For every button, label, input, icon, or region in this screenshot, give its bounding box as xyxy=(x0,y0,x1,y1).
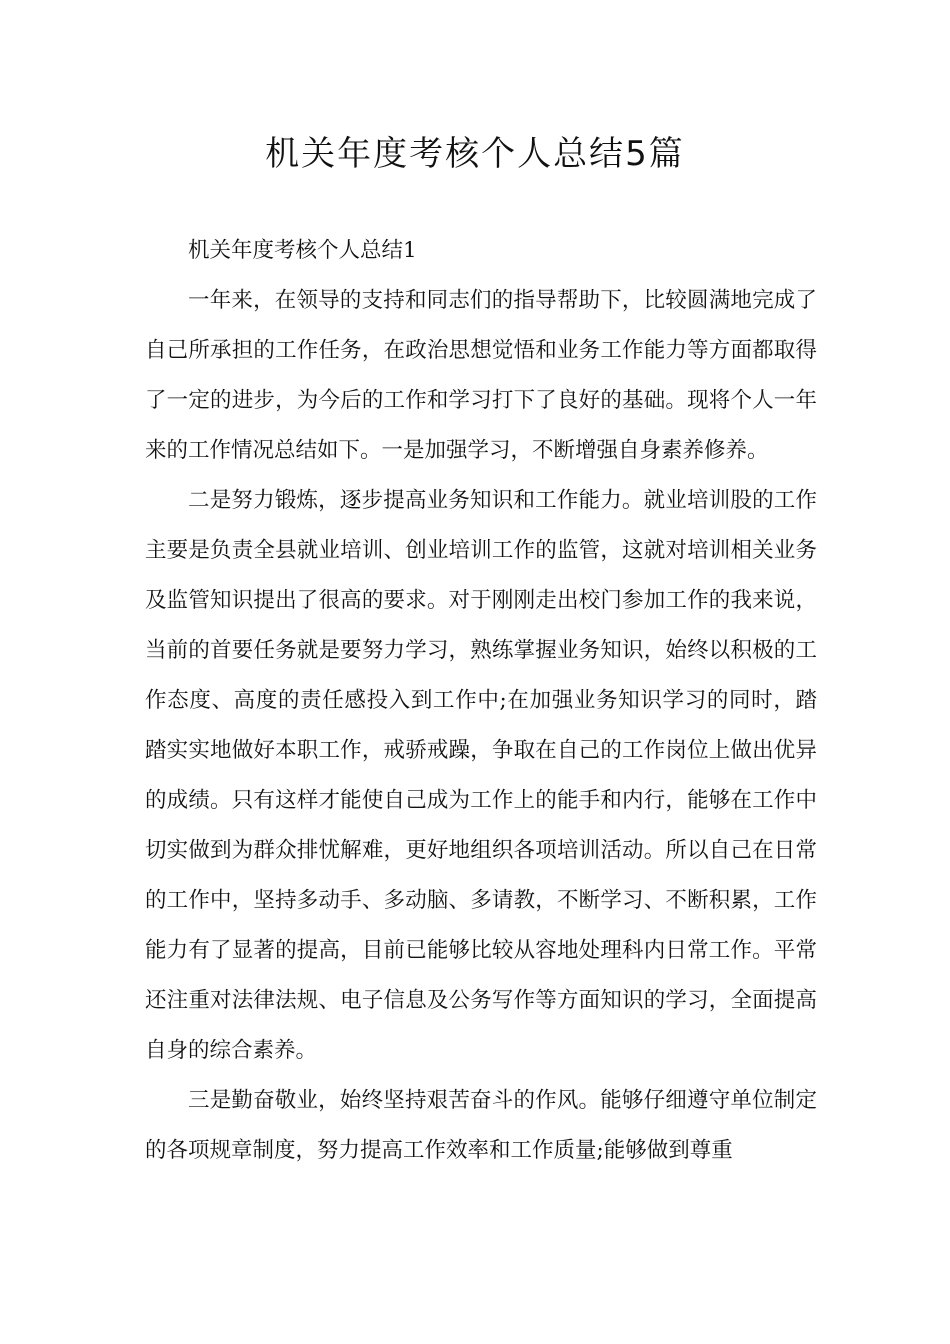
document-body xyxy=(145,226,817,1176)
paragraph-intro: 一年来，在领导的支持和同志们的指导帮助下，比较圆满地完成了自己所承担的工作任务，在政治思想觉悟和业务工作能力等方面都取得了一定的进步，为今后的工作和学习打下了良好的基础。现将个人一年来的工作情况总结如下。一是加强学习，不断增强自身素养修养。 xyxy=(145,288,817,463)
paragraph-third-point: 三是勤奋敬业，始终坚持艰苦奋斗的作风。能够仔细遵守单位制定的各项规章制度，努力提高工作效率和工作质量;能够做到尊重 xyxy=(145,1088,817,1163)
document-title: 机关年度考核个人总结5篇 xyxy=(265,134,685,174)
paragraph-second-point: 二是努力锻炼，逐步提高业务知识和工作能力。就业培训股的工作主要是负责全县就业培训、创业培训工作的监管，这就对培训相关业务及监管知识提出了很高的要求。对于刚刚走出校门参加工作的我来说，当前的首要任务就是要努力学习，熟练掌握业务知识，始终以积极的工作态度、高度的责任感投入到工作中;在加强业务知识学习的同时，踏踏实实地做好本职工作，戒骄戒躁，争取在自己的工作岗位上做出优异的成绩。只有这样才能使自己成为工作上的能手和内行，能够在工作中切实做到为群众排忧解难，更好地组织各项培训活动。所以自己在日常的工作中，坚持多动手、多动脑、多请教，不断学习、不断积累，工作能力有了显著的提高，目前已能够比较从容地处理科内日常工作。平常还注重对法律法规、电子信息及公务写作等方面知识的学习，全面提高自身的综合素养。 xyxy=(145,488,817,1063)
section-heading-1: 机关年度考核个人总结1 xyxy=(188,238,417,263)
